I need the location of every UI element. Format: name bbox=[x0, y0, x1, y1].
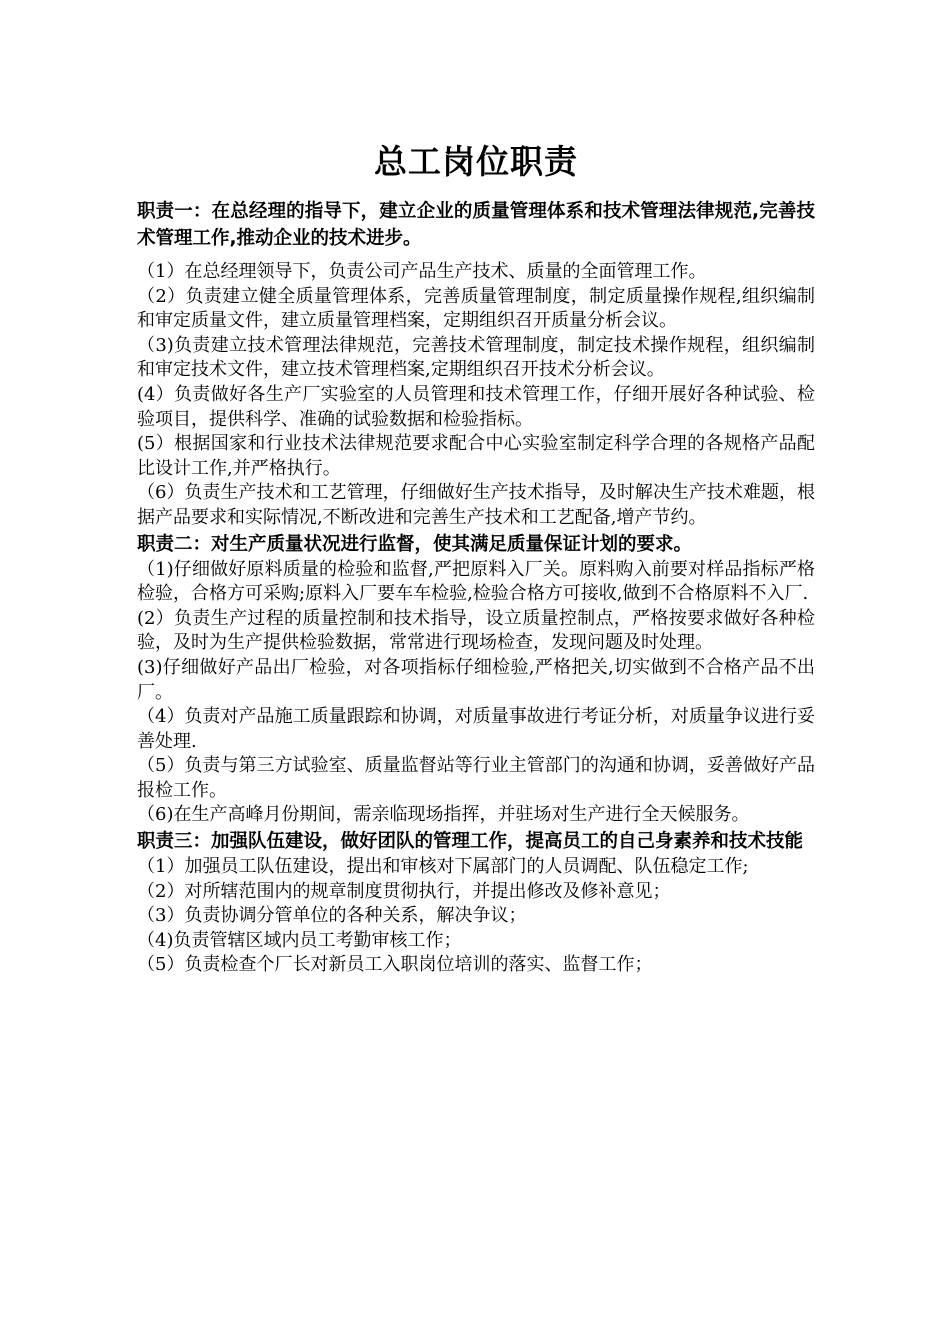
duty-heading: 职责二：对生产质量状况进行监督，使其满足质量保证计划的要求。 bbox=[137, 533, 693, 555]
document-title: 总工岗位职责 bbox=[374, 142, 578, 181]
duty-item: （2）负责建立健全质量管理体系，完善质量管理制度，制定质量操作规程,组织编制和审定质量文件，建立质量管理档案，定期组织召开质量分析会议。 bbox=[137, 285, 815, 332]
document-body bbox=[137, 142, 815, 978]
duty-item: （1）加强员工队伍建设，提出和审核对下属部门的人员调配、队伍稳定工作; bbox=[137, 856, 749, 878]
duty-item: （1）在总经理领导下，负责公司产品生产技术、质量的全面管理工作。 bbox=[137, 261, 707, 282]
duty-item: (4）负责做好各生产厂实验室的人员管理和技术管理工作，仔细开展好各种试验、检验项目，提供科学、准确的试验数据和检验指标。 bbox=[137, 383, 815, 430]
duty-item: （3)负责建立技术管理法律规范，完善技术管理制度，制定技术操作规程，组织编制和审定技术文件，建立技术管理档案,定期组织召开技术分析会议。 bbox=[137, 334, 815, 381]
duty-item: （5）负责检查个厂长对新员工入职岗位培训的落实、监督工作； bbox=[137, 954, 653, 976]
duty-item: （4）负责对产品施工质量跟踪和协调，对质量事故进行考证分析，对质量争议进行妥善处理. bbox=[137, 706, 815, 752]
duty-item: （6)在生产高峰月份期间，需亲临现场指挥，并驻场对生产进行全天候服务。 bbox=[137, 804, 750, 826]
duty-item: (2）负责生产过程的质量控制和技术指导，设立质量控制点，严格按要求做好各种检验，及时为生产提供检验数据，常常进行现场检查，发现问题及时处理。 bbox=[137, 607, 815, 654]
duty-section-2 bbox=[137, 531, 815, 829]
duty-item: （4)负责管辖区域内员工考勤审核工作； bbox=[137, 929, 462, 951]
duty-item: (3)仔细做好产品出厂检验，对各项指标仔细检验,严格把关,切实做到不合格产品不出厂。 bbox=[137, 656, 815, 703]
duty-heading: 职责三：加强队伍建设，做好团队的管理工作，提高员工的自己身素养和技术技能 bbox=[137, 831, 804, 853]
duty-item: (5）根据国家和行业技术法律规范要求配合中心实验室制定科学合理的各规格产品配比设计工作,并严格执行。 bbox=[137, 433, 815, 479]
duty-item: （2）对所辖范围内的规章制度贯彻执行，并提出修改及修补意见； bbox=[137, 880, 671, 902]
duty-section-1 bbox=[137, 198, 815, 531]
duty-heading: 职责一：在总经理的指导下，建立企业的质量管理体系和技术管理法律规范,完善技术管理工作,推动企业的技术进步。 bbox=[137, 201, 815, 249]
duty-item: （5）负责与第三方试验室、质量监督站等行业主管部门的沟通和协调，妥善做好产品报检工作。 bbox=[137, 755, 815, 801]
duty-item: （3）负责协调分管单位的各种关系，解决争议； bbox=[137, 905, 527, 927]
duty-section-3 bbox=[137, 828, 815, 978]
duty-item: （6）负责生产技术和工艺管理，仔细做好生产技术指导，及时解决生产技术难题，根据产品要求和实际情况,不断改进和完善生产技术和工艺配备,增产节约。 bbox=[137, 482, 815, 528]
duty-item: （1)仔细做好原料质量的检验和监督,严把原料入厂关。原料购入前要对样品指标严格检验，合格方可采购;原料入厂要车车检验,检验合格方可接收,做到不合格原料不入厂. bbox=[137, 558, 815, 605]
